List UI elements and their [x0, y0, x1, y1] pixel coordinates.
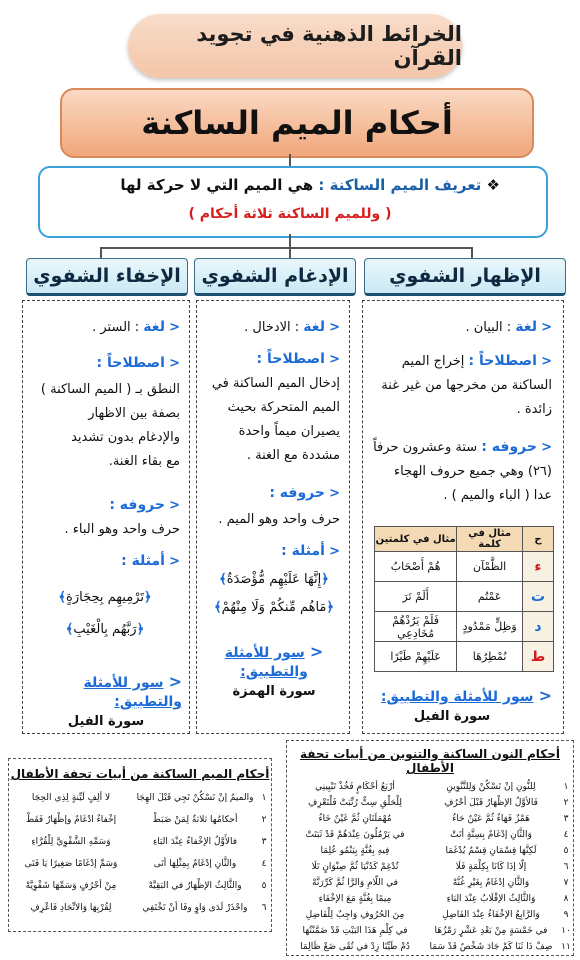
ikhfa-istilah-2: والإدغام بدون تشديد [71, 430, 180, 445]
poem-row [287, 843, 573, 859]
example-table [374, 526, 554, 672]
poem-hemistich-first: والميمُ إنْ تَسْكُنْ تَجِي قَبْلَ الهِجَا [136, 793, 254, 803]
sura-name: سورة الهمزة [232, 684, 316, 699]
poem-row-number: ٩ [563, 910, 569, 920]
lugha-label: لغة [143, 319, 165, 335]
poem-row-number: ٨ [563, 894, 569, 904]
poem-hemistich-second: في كِلْمِ هَذَا البَيْتِ قَدْ ضَمَّنْتُهَا [302, 926, 408, 936]
verse-text: رَبَّهُم بِالْغَيْبِ [73, 622, 137, 637]
idgham-istilah-1: الميم المتحركة بحيث [227, 400, 340, 415]
table-row [375, 612, 554, 642]
idgham-amthila-label [200, 540, 340, 563]
poem-row [287, 907, 573, 923]
row-example-two: أَلَمْ تَرَ [375, 582, 457, 612]
arrow-icon: < [538, 686, 552, 705]
poem-hemistich-first: وَالثَّانِ إدْغَامٌ بِغَيْرِ غُنَّهْ [452, 878, 530, 888]
connector-line [289, 154, 291, 166]
sura-label: سور للأمثلة والتطبيق: [224, 645, 308, 680]
heading-idgham [194, 258, 356, 296]
poem-hemistich-first: هَمْزٌ فَهَاءٌ ثُمَّ عَيْنٌ حَاءُ [452, 814, 530, 824]
heading-izhar [364, 258, 566, 296]
poem-row [9, 787, 271, 809]
bracket-icon: ﴿ [326, 600, 335, 615]
poem-hemistich-second: تُدْغِمْ كَدُنْيَا ثُمَّ صِنْوَانٍ تَلَا [311, 862, 399, 872]
ikhfa-sura-block [30, 672, 182, 729]
row-example-one: عَمْتُم [457, 582, 523, 612]
header-letter: ح [523, 527, 554, 552]
istilah-label: اصطلاحاً : [468, 353, 537, 369]
lugha-text: : الستر . [92, 320, 140, 335]
row-example-one: وَظِلٍّ مَمْدُودٍ [457, 612, 523, 642]
idgham-huruf-label [200, 482, 340, 505]
poem-rows [9, 787, 271, 919]
table-row [375, 582, 554, 612]
lugha-label: لغة [303, 319, 325, 335]
poem-row-number: ٢ [563, 798, 569, 808]
poem-row-number: ٢ [261, 815, 267, 825]
poem-row-number: ٣ [563, 814, 569, 824]
ikhfa-huruf-label [28, 494, 180, 517]
poem-hemistich-second: فِيهِ بِغُنَّةٍ بِيَنْمُو عُلِمَا [320, 846, 390, 856]
idgham-istilah-3: مشددة مع الغنة . [246, 448, 340, 463]
ikhfa-lugha [28, 316, 180, 339]
verse-text: إِنَّهَا عَلَيْهِم مُّؤْصَدَةٌ [226, 572, 322, 587]
idgham-istilah-label [200, 348, 340, 371]
idgham-verse-1 [206, 600, 342, 615]
poem-hemistich-first: فالأَوَّلُ الإخْفاءُ عِنْدَ البَاءِ [152, 837, 238, 847]
poem-row [287, 827, 573, 843]
table-row [375, 642, 554, 672]
ikhfa-amthila-label [28, 550, 180, 573]
poem-row-number: ١ [261, 793, 267, 803]
izhar-istilah-1: الساكنة من مخرجها من غير غنة [381, 378, 552, 393]
ikhfa-verse-1 [30, 622, 180, 637]
poem-box-noon [286, 740, 574, 956]
row-letter: ت [523, 582, 554, 612]
ikhfa-verse-0 [30, 590, 180, 605]
poem-row-number: ٦ [261, 903, 267, 913]
row-example-two: هُمْ أَصْحَابُ [375, 552, 457, 582]
poem-rows [287, 779, 573, 955]
poem-hemistich-second: مِنَ الحُرُوفِ وَاجِبٌ لِلْفَاضِلِ [305, 910, 405, 920]
poem-row [9, 831, 271, 853]
page-title [60, 88, 534, 158]
arrow-icon: < [169, 320, 180, 335]
sura-label: سور للأمثلة والتطبيق: [380, 689, 534, 705]
arrow-icon: < [329, 486, 340, 501]
banner-text: الخرائط الذهنية في تجويد القرآن [196, 22, 462, 70]
lugha-text: : البيان . [465, 320, 512, 335]
poem-row [287, 811, 573, 827]
poem-hemistich-second: في يَرْمُلُونَ عِنْدَهُمْ قَدْ ثَبَتَتْ [305, 830, 405, 840]
idgham-verse-0 [206, 572, 342, 587]
header-two-words: مثال في كلمتين [375, 527, 457, 552]
ikhfa-istilah-1: بصفة بين الاظهار [88, 406, 180, 421]
huruf-label: حروفه : [109, 497, 165, 513]
poem-row [287, 779, 573, 795]
izhar-sura-block [352, 686, 552, 724]
izhar-huruf-2: عدا ( الباء والميم ) . [443, 488, 552, 503]
poem-row-number: ٣ [261, 837, 267, 847]
table-header-row [375, 527, 554, 552]
arrow-icon: < [541, 320, 552, 335]
poem-hemistich-second: في اللَّامِ وَالرَّا ثُمَّ كَرِّرَنَّهْ [312, 878, 398, 888]
bracket-icon: ﴿ [136, 622, 145, 637]
poem-row-number: ١ [563, 782, 569, 792]
connector-line [289, 234, 291, 248]
heading-ikhfa [26, 258, 188, 296]
poem-hemistich-second: دُمْ طَيِّبًا زِدْ في تُقًى ضَعْ ظَالِمَا [300, 942, 410, 952]
arrow-icon: < [329, 352, 340, 367]
poem-hemistich-second: لِلْحَلْقِ سِتٌّ رُتِّبَتْ فَلْتَعْرِفِ [307, 798, 403, 808]
row-letter: ء [523, 552, 554, 582]
poem-title: أحكام الميم الساكنة من أبيات تحفة الأطفال [10, 767, 270, 781]
poem-row [287, 859, 573, 875]
ikhfa-istilah-3: مع بقاء الغنة. [108, 454, 180, 469]
istilah-label: اصطلاحاً : [96, 355, 165, 371]
poem-hemistich-first: صِفْ ذَا ثَنَا كَمْ جَادَ شَخْصٌ قَدْ سَمَا [429, 942, 553, 952]
heading-text: الإدغام الشفوي [201, 265, 349, 287]
heading-text: الإخفاء الشفوي [33, 265, 181, 287]
poem-hemistich-first: أحكامُها ثلاثةٌ لِمَنْ ضَبَطْ [152, 815, 238, 825]
izhar-istilah-2: زائدة . [516, 402, 552, 417]
poem-hemistich-second: مُهْمَلَتَانِ ثُمَّ غَيْنٌ خَاءُ [318, 814, 392, 824]
row-example-one: نُمْطِرُهَا [457, 642, 523, 672]
poem-hemistich-first: لِلنُّونِ إنْ تَسْكُنْ وَلِلتَّنْوِينِ [446, 782, 536, 792]
arrow-icon: < [541, 440, 552, 455]
bracket-icon: ﴿ [321, 572, 329, 587]
row-example-two: فَلَمْ يَرُدْهُمْ مُخَادِعِي [375, 612, 457, 642]
poem-hemistich-first: وَالثَّالِثُ الإقْلَابُ عِنْدَ البَاءِ [446, 894, 536, 904]
lugha-text: : الادخال . [244, 320, 300, 335]
arrow-icon: < [169, 356, 180, 371]
definition-sub: ( وللميم الساكنة ثلاثة أحكام ) [188, 206, 392, 222]
poem-row [9, 875, 271, 897]
bracket-icon: ﴿ [143, 590, 152, 605]
poem-hemistich-first: إلَّا إذَا كَانَا بِكِلْمَةٍ فَلَا [455, 862, 527, 872]
idgham-istilah-0: إدخال الميم الساكنة في [211, 376, 340, 391]
bullet-icon: ❖ [486, 176, 500, 194]
arrow-icon: < [168, 672, 182, 691]
verse-text: مَاهُم مِّنكُمْ وَلَا مِنْهُمْ [221, 600, 327, 615]
poem-row [287, 939, 573, 955]
poem-hemistich-second: لِقُرْبِهَا وَالاتِّحَادِ فَاعْرِفِ [30, 903, 112, 913]
poem-row-number: ٥ [563, 846, 569, 856]
poem-row [9, 853, 271, 875]
definition-label: تعريف الميم الساكنة : [318, 176, 482, 194]
idgham-sura-block [206, 642, 342, 699]
definition-text: هي الميم التي لا حركة لها [120, 176, 314, 194]
connector-line [100, 247, 472, 249]
row-letter: د [523, 612, 554, 642]
amthila-label: أمثلة : [121, 553, 165, 569]
page-title-text: أحكام الميم الساكنة [141, 104, 453, 142]
ikhfa-istilah-0: النطق بـ ( الميم الساكنة ) [40, 382, 180, 397]
poem-row [287, 795, 573, 811]
poem-title: أحكام النون الساكنة والتنوين من أبيات تحفة الأطفال [300, 747, 560, 775]
poem-hemistich-first: والثَّالِثُ الإظْهَارُ في البَقِيَّهْ [148, 881, 242, 891]
sura-label-row [206, 642, 342, 680]
izhar-lugha [362, 316, 552, 339]
row-example-two: عَلَيْهِمْ طَيْرًا [375, 642, 457, 672]
idgham-lugha [200, 316, 340, 339]
poem-row-number: ١١ [561, 942, 571, 952]
ikhfa-huruf-0: حرف واحد وهو الباء . [64, 522, 180, 537]
izhar-huruf-0 [362, 436, 552, 459]
poem-hemistich-second: أرْبَعُ أحْكَامٍ فَخُذْ تَبْيِينِي [315, 782, 395, 792]
sura-label-row [30, 672, 182, 710]
poem-hemistich-first: والثَّانِ إدْغَامٌ بِمِثْلِهَا أتَى [153, 859, 237, 869]
huruf-label: حروفه : [481, 439, 537, 455]
poem-row [287, 875, 573, 891]
poem-hemistich-first: وَالرَّابِعُ الإخْفَاءُ عِنْدَ الفَاضِلِ [442, 910, 540, 920]
poem-hemistich-second: وَسَمِّ إدْغَامًا صَغِيرًا يَا فَتَى [24, 859, 118, 869]
bracket-icon: ﴾ [65, 622, 74, 637]
sura-name: سورة الفيل [67, 714, 145, 729]
poem-hemistich-first: لَكِنَّهَا قِسْمَانِ قِسْمٌ يُدْغَمَا [445, 846, 537, 856]
poem-row [287, 923, 573, 939]
arrow-icon: < [541, 354, 552, 369]
verse-text: تَرْمِيهِم بِحِجَارَةٍ [66, 590, 144, 605]
poem-row [9, 897, 271, 919]
lugha-label: لغة [515, 319, 537, 335]
poem-hemistich-first: فَالأوَّلُ الإظْهَارُ قَبْلَ أحْرُفِ [444, 798, 538, 808]
poem-hemistich-second: مِنْ أحْرُفٍ وَسَمِّهَا شَفْوِيَّهْ [25, 881, 117, 891]
poem-row-number: ٤ [261, 859, 267, 869]
poem-hemistich-second: مِيمًا بِغُنَّةٍ مَعَ الإخْفَاءِ [318, 894, 392, 904]
istilah-text: إخراج الميم [401, 354, 465, 369]
poem-hemistich-first: وَالثَّانِ إدْغَامٌ بِسِتَّةٍ أتَتْ [450, 830, 532, 840]
heading-text: الإظهار الشفوي [389, 265, 541, 287]
bracket-icon: ﴾ [219, 572, 227, 587]
poem-row-number: ١٠ [561, 926, 571, 936]
amthila-label: أمثلة : [281, 543, 325, 559]
arrow-icon: < [329, 320, 340, 335]
poem-row-number: ٤ [563, 830, 569, 840]
definition-line [120, 176, 500, 194]
poem-hemistich-first: في خَمْسَةٍ مِنْ بَعْدِ عَشْرٍ رَمْزُهَا [434, 926, 548, 936]
sura-label-row [352, 686, 552, 705]
arrow-icon: < [309, 642, 324, 661]
idgham-istilah-2: يصيران ميماً واحدة [238, 424, 340, 439]
top-banner [128, 14, 462, 78]
arrow-icon: < [329, 544, 340, 559]
huruf-text: ستة وعشرون حرفاً [373, 440, 478, 455]
bracket-icon: ﴾ [213, 600, 222, 615]
poem-hemistich-second: وَسَمِّهِ الشَّفْوِيَّ لِلْقُرَّاءِ [31, 837, 111, 847]
table-row [375, 552, 554, 582]
poem-row-number: ٥ [261, 881, 267, 891]
bracket-icon: ﴾ [58, 590, 67, 605]
poem-row-number: ٦ [563, 862, 569, 872]
poem-row [287, 891, 573, 907]
row-letter: ط [523, 642, 554, 672]
idgham-huruf-0: حرف واحد وهو الميم . [218, 512, 340, 527]
poem-hemistich-first: واحْذَرْ لَدَى وَاوٍ وفَا أنْ تَخْتَفِي [142, 903, 248, 913]
poem-row-number: ٧ [563, 878, 569, 888]
header-one-word: مثال في كلمة [457, 527, 523, 552]
ikhfa-istilah-label [28, 352, 180, 375]
poem-row [9, 809, 271, 831]
huruf-label: حروفه : [269, 485, 325, 501]
sura-label: سور للأمثلة والتطبيق: [83, 675, 182, 710]
istilah-label: اصطلاحاً : [256, 351, 325, 367]
row-example-one: الظَّمْآن [457, 552, 523, 582]
sura-name: سورة الفيل [413, 709, 491, 724]
poem-hemistich-second: لا ألِفٍ لَيِّنةٍ لِذِي الحِجَا [31, 793, 111, 803]
poem-box-meem [8, 758, 272, 932]
izhar-huruf-1: (٢٦) وهي جميع حروف الهجاء [393, 464, 552, 479]
poem-hemistich-second: إخْفاءٌ ادْغَامٌ وإظْهَارٌ فَقَطْ [25, 815, 117, 825]
arrow-icon: < [169, 498, 180, 513]
izhar-istilah-0 [362, 350, 552, 373]
arrow-icon: < [169, 554, 180, 569]
